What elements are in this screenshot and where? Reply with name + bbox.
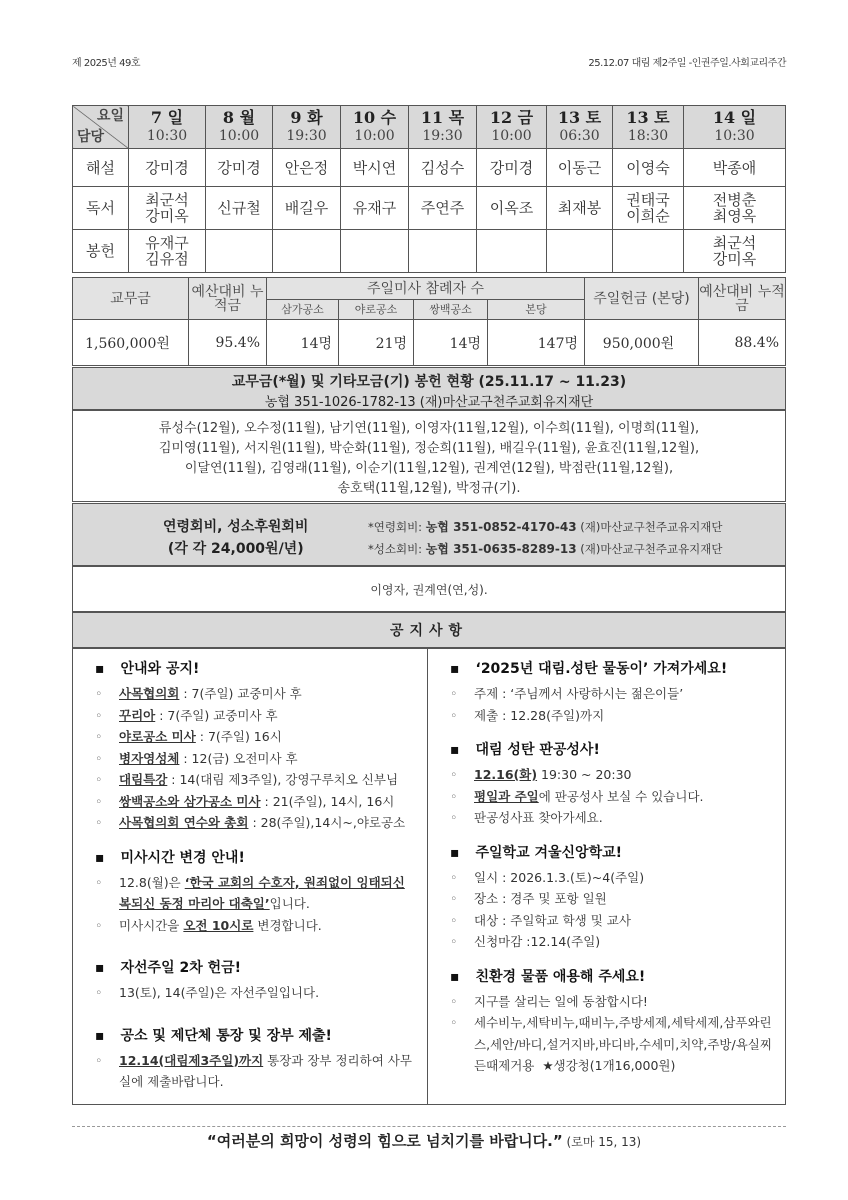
fee-account-2: *성소회비: 농협 351-0635-8289-13 (재)마산교구천주교유지재단 xyxy=(368,542,723,556)
notice-item: ◦ 13(토), 14(주일)은 자선주일입니다. xyxy=(95,982,421,1004)
mass-schedule-table xyxy=(72,105,786,273)
assignee-cell xyxy=(273,230,341,273)
budget-label-2: 예산대비 누적금 xyxy=(699,278,786,320)
day-header: 9 화 19:30 xyxy=(273,106,341,149)
assignee-cell: 배길우 xyxy=(273,187,341,230)
dues-label: 교무금 xyxy=(73,278,189,320)
notice-item: ◦ 평일과 주일에 판공성사 보실 수 있습니다. xyxy=(450,786,779,808)
day-header: 12 금 10:00 xyxy=(477,106,547,149)
notice-section xyxy=(95,958,421,1004)
notice-item: ◦ 세수비누,세탁비누,때비누,주방세제,세탁세제,삼푸와린스,세안/바디,설거지바,바디바,수세미,치약,주방/욕실찌든때제거용 ★생강청(1개16,000원) xyxy=(450,1012,779,1077)
fee-account-1: *연령회비: 농협 351-0852-4170-43 (재)마산교구천주교유지재단 xyxy=(368,520,723,534)
notice-item: ◦ 대림특강 : 14(대림 제3주일), 강영구루치오 신부님 xyxy=(95,769,421,791)
sub-label: 야로공소 xyxy=(339,300,414,320)
notice-item: ◦ 대상 : 주일학교 학생 및 교사 xyxy=(450,910,779,932)
section-heading: ▪ 공소 및 제단체 통장 및 장부 제출! xyxy=(95,1026,421,1046)
names-line: 송호택(11월,12월), 박정규(기). xyxy=(337,481,521,496)
attendance-label: 주일미사 참례자 수 xyxy=(267,278,585,300)
day-header: 13 토 18:30 xyxy=(613,106,684,149)
fee-names: 이영자, 권계연(연,성). xyxy=(72,566,786,612)
attendance-value: 14명 xyxy=(267,320,339,366)
role-label: 해설 xyxy=(73,149,129,187)
offering-table xyxy=(72,277,786,366)
assignee-cell xyxy=(547,230,613,273)
notice-item: ◦ 사목협의회 연수와 총회 : 28(주일),14시~,야로공소 xyxy=(95,812,421,834)
attendance-value: 21명 xyxy=(339,320,414,366)
budget-label: 예산대비 누적금 xyxy=(189,278,267,320)
dues-status-title: 교무금(*월) 및 기타모금(기) 봉헌 현황 (25.11.17 ~ 11.23) xyxy=(231,374,627,390)
sub-label: 쌍백공소 xyxy=(414,300,488,320)
assignee-cell: 박시연 xyxy=(341,149,409,187)
dues-names xyxy=(72,410,786,502)
assignee-cell: 주연주 xyxy=(409,187,477,230)
role-label: 봉헌 xyxy=(73,230,129,273)
notice-right-column xyxy=(428,648,786,1105)
day-header: 7 일 10:30 xyxy=(129,106,206,149)
notice-item: ◦ 일시 : 2026.1.3.(토)~4(주일) xyxy=(450,867,779,889)
names-line: 김미영(11월), 서지원(11월), 박순화(11월), 정순희(11월), 배길우(11월), 윤효진(11월,12월), xyxy=(158,441,700,456)
names-line: 이달연(11월), 김영래(11월), 이순기(11월,12월), 권계연(12월), 박점란(11월,12월), xyxy=(184,461,674,476)
section-heading: ▪ 미사시간 변경 안내! xyxy=(95,848,421,868)
scripture-quote: “여러분의 희망이 성령의 힘으로 넘치기를 바랍니다.” (로마 15, 13) xyxy=(206,1132,642,1150)
assignee-cell: 강미경 xyxy=(206,149,273,187)
notice-item: ◦ 주제 : ‘주님께서 사랑하시는 젊은이들’ xyxy=(450,683,779,705)
schedule-row xyxy=(73,149,786,187)
assignee-cell: 김성수 xyxy=(409,149,477,187)
schedule-row xyxy=(73,230,786,273)
notice-section xyxy=(95,659,421,834)
assignee-cell: 안은정 xyxy=(273,149,341,187)
notice-item: ◦ 쌍백공소와 삼가공소 미사 : 21(주일), 14시, 16시 xyxy=(95,791,421,813)
section-heading: ▪ 안내와 공지! xyxy=(95,659,421,679)
notice-item: ◦ 야로공소 미사 : 7(주일) 16시 xyxy=(95,726,421,748)
schedule-row xyxy=(73,187,786,230)
assignee-cell: 유재구 xyxy=(341,187,409,230)
assignee-cell: 박종애 xyxy=(684,149,786,187)
assignee-cell: 최군석 강미옥 xyxy=(129,187,206,230)
assignee-cell: 강미경 xyxy=(129,149,206,187)
dues-account: 농협 351-1026-1782-13 (재)마산교구천주교회유지재단 xyxy=(264,395,594,410)
date-line: 25.12.07 대림 제2주일 -인권주일.사회교리주간 xyxy=(588,58,786,69)
day-header: 13 토 06:30 xyxy=(547,106,613,149)
assignee-cell: 이영숙 xyxy=(613,149,684,187)
notice-item: ◦ 병자영성체 : 12(금) 오전미사 후 xyxy=(95,748,421,770)
notice-item: ◦ 판공성사표 찾아가세요. xyxy=(450,807,779,829)
dues-value: 1,560,000원 xyxy=(73,320,189,366)
assignee-cell: 이옥조 xyxy=(477,187,547,230)
notice-section xyxy=(450,967,779,1077)
notice-item: ◦ 제출 : 12.28(주일)까지 xyxy=(450,705,779,727)
assignee-cell xyxy=(206,230,273,273)
divider xyxy=(72,1126,786,1127)
section-heading: ▪ 주일학교 겨울신앙학교! xyxy=(450,843,779,863)
sunday-offering-value: 950,000원 xyxy=(585,320,699,366)
day-header: 10 수 10:00 xyxy=(341,106,409,149)
role-label: 독서 xyxy=(73,187,129,230)
sunday-offering-label: 주일헌금 (본당) xyxy=(585,278,699,320)
corner-cell: 요일 담당 xyxy=(73,106,129,149)
section-heading: ▪ 친환경 물품 애용해 주세요! xyxy=(450,967,779,987)
sunday-percent: 88.4% xyxy=(699,320,786,366)
assignee-cell xyxy=(409,230,477,273)
section-heading: ▪ ‘2025년 대림.성탄 물동이’ 가져가세요! xyxy=(450,659,779,679)
dues-percent: 95.4% xyxy=(189,320,267,366)
fees-amount: (각 각 24,000원/년) xyxy=(167,541,304,557)
dues-status-header xyxy=(72,367,786,410)
assignee-cell: 강미경 xyxy=(477,149,547,187)
notice-item: ◦ 12.14(대림제3주일)까지 통장과 장부 정리하여 사무실에 제출바랍니다. xyxy=(95,1050,421,1093)
sub-label: 삼가공소 xyxy=(267,300,339,320)
notice-left-column xyxy=(72,648,428,1105)
notice-item: ◦ 신청마감 :12.14(주일) xyxy=(450,931,779,953)
notice-section xyxy=(95,1026,421,1093)
assignee-cell: 최재봉 xyxy=(547,187,613,230)
attendance-value: 14명 xyxy=(414,320,488,366)
notice-item: ◦ 12.16(화) 19:30 ~ 20:30 xyxy=(450,764,779,786)
notice-section xyxy=(95,848,421,937)
issue-number: 제 2025년 49호 xyxy=(72,58,141,69)
section-heading: ▪ 대림 성탄 판공성사! xyxy=(450,740,779,760)
notice-item: ◦ 장소 : 경주 및 포항 일원 xyxy=(450,888,779,910)
attendance-value: 147명 xyxy=(488,320,585,366)
notice-section xyxy=(450,740,779,829)
assignee-cell: 유재구 김유점 xyxy=(129,230,206,273)
notice-item: ◦ 사목협의회 : 7(주일) 교중미사 후 xyxy=(95,683,421,705)
assignee-cell: 신규철 xyxy=(206,187,273,230)
notice-title: 공지사항 xyxy=(72,612,786,648)
assignee-cell xyxy=(613,230,684,273)
assignee-cell: 이동근 xyxy=(547,149,613,187)
sub-label: 본당 xyxy=(488,300,585,320)
assignee-cell: 전병춘 최영옥 xyxy=(684,187,786,230)
section-heading: ▪ 자선주일 2차 헌금! xyxy=(95,958,421,978)
day-header: 8 월 10:00 xyxy=(206,106,273,149)
assignee-cell xyxy=(477,230,547,273)
assignee-cell: 최군석 강미옥 xyxy=(684,230,786,273)
notice-item: ◦ 지구를 살리는 일에 동참합시다! xyxy=(450,991,779,1013)
assignee-cell xyxy=(341,230,409,273)
notice-item: ◦ 꾸리아 : 7(주일) 교중미사 후 xyxy=(95,705,421,727)
fees-title: 연령회비, 성소후원회비 xyxy=(163,519,309,535)
scripture-reference: (로마 15, 13) xyxy=(562,1135,642,1149)
assignee-cell: 권태국 이희순 xyxy=(613,187,684,230)
notice-section xyxy=(450,843,779,953)
notice-item: ◦ 미사시간을 오전 10시로 변경합니다. xyxy=(95,915,421,937)
day-header: 11 목 19:30 xyxy=(409,106,477,149)
names-line: 류성수(12월), 오수정(11월), 남기연(11월), 이영자(11월,12월), 이수희(11월), 이명희(11월), xyxy=(158,421,700,436)
notice-item: ◦ 12.8(월)은 ‘한국 교회의 수호자, 원죄없이 잉태되신 복되신 동정 마리아 대축일’입니다. xyxy=(95,872,421,915)
day-header: 14 일 10:30 xyxy=(684,106,786,149)
notice-section xyxy=(450,659,779,726)
fees-section xyxy=(72,503,786,566)
